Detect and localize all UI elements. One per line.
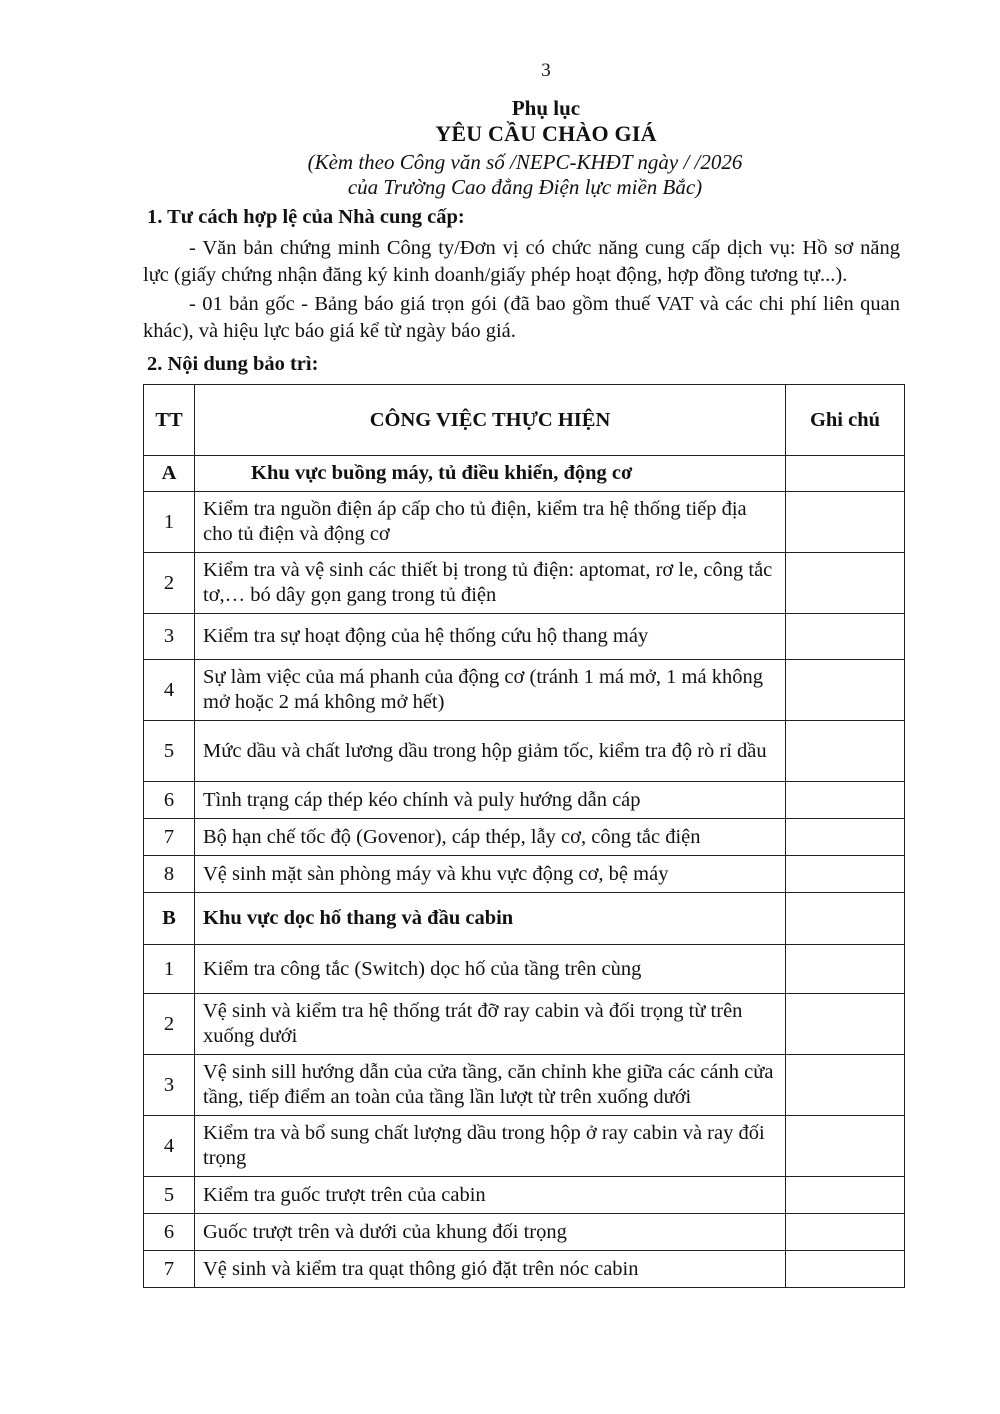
section-1-paragraph-2: - 01 bản gốc - Bảng báo giá trọn gói (đã bao gồm thuế VAT và các chi phí liên quan khác), và hiệu lực báo giá kể từ ngày báo giá.	[143, 293, 900, 342]
table-row	[144, 1251, 905, 1288]
section-a-note	[786, 456, 905, 492]
row-tt: 6	[144, 782, 195, 819]
table-row	[144, 614, 905, 660]
row-tt: 4	[144, 1116, 195, 1177]
row-task: Bộ hạn chế tốc độ (Govenor), cáp thép, lẫy cơ, công tắc điện	[195, 819, 786, 856]
row-task: Kiểm tra nguồn điện áp cấp cho tủ điện, kiểm tra hệ thống tiếp địa cho tủ điện và động cơ	[195, 492, 786, 553]
row-note	[786, 1055, 905, 1116]
row-tt: 2	[144, 994, 195, 1055]
table-row	[144, 553, 905, 614]
table-row	[144, 660, 905, 721]
appendix-label: Phụ lục	[511, 96, 581, 120]
row-task: Kiểm tra công tắc (Switch) dọc hố của tầng trên cùng	[195, 945, 786, 994]
row-note	[786, 660, 905, 721]
table-row	[144, 1116, 905, 1177]
section-b-note	[786, 893, 905, 945]
table-row	[144, 1055, 905, 1116]
row-task: Mức dầu và chất lương dầu trong hộp giảm tốc, kiểm tra độ rò rỉ dầu	[195, 721, 786, 782]
page-number: 3	[541, 60, 551, 81]
row-note	[786, 1251, 905, 1288]
section-b-row	[144, 893, 905, 945]
row-task: Vệ sinh và kiểm tra quạt thông gió đặt trên nóc cabin	[195, 1251, 786, 1288]
table-row	[144, 1177, 905, 1214]
section-1-title: 1. Tư cách hợp lệ của Nhà cung cấp:	[147, 206, 465, 228]
table-row	[144, 819, 905, 856]
row-note	[786, 553, 905, 614]
row-note	[786, 1116, 905, 1177]
table-row	[144, 945, 905, 994]
row-note	[786, 819, 905, 856]
row-note	[786, 614, 905, 660]
row-tt: 7	[144, 1251, 195, 1288]
row-tt: 8	[144, 856, 195, 893]
subtitle-line-1: (Kèm theo Công văn số /NEPC-KHĐT ngày / /2026	[307, 150, 743, 174]
row-tt: 5	[144, 1177, 195, 1214]
table-header-row	[144, 385, 905, 456]
header-tt: TT	[144, 385, 195, 456]
row-tt: 1	[144, 492, 195, 553]
row-tt: 2	[144, 553, 195, 614]
row-tt: 1	[144, 945, 195, 994]
row-note	[786, 782, 905, 819]
row-tt: 7	[144, 819, 195, 856]
subtitle-line-2: của Trường Cao đẳng Điện lực miền Bắc)	[347, 175, 703, 199]
section-1-paragraph-1: - Văn bản chứng minh Công ty/Đơn vị có chức năng cung cấp dịch vụ: Hồ sơ năng lực (giấy chứng nhận đăng ký kinh doanh/giấy phép hoạt động, hợp đồng tương tự...).	[143, 237, 900, 286]
row-task: Sự làm việc của má phanh của động cơ (tránh 1 má mở, 1 má không mở hoặc 2 má không mở hết)	[195, 660, 786, 721]
row-task: Kiểm tra và vệ sinh các thiết bị trong tủ điện: aptomat, rơ le, công tắc tơ,… bó dây gọn gang trong tủ điện	[195, 553, 786, 614]
table-row	[144, 782, 905, 819]
row-task: Tình trạng cáp thép kéo chính và puly hướng dẫn cáp	[195, 782, 786, 819]
row-task: Guốc trượt trên và dưới của khung đối trọng	[195, 1214, 786, 1251]
header-note: Ghi chú	[786, 385, 905, 456]
row-note	[786, 1214, 905, 1251]
row-task: Vệ sinh và kiểm tra hệ thống trát đỡ ray cabin và đối trọng từ trên xuống dưới	[195, 994, 786, 1055]
section-b-tt: B	[144, 893, 195, 945]
row-task: Vệ sinh sill hướng dẫn của cửa tầng, căn chỉnh khe giữa các cánh cửa tầng, tiếp điểm an toàn của tầng lần lượt từ trên xuống dưới	[195, 1055, 786, 1116]
table-row	[144, 1214, 905, 1251]
row-task: Kiểm tra và bổ sung chất lượng dầu trong hộp ở ray cabin và ray đối trọng	[195, 1116, 786, 1177]
row-task: Kiểm tra sự hoạt động của hệ thống cứu hộ thang máy	[195, 614, 786, 660]
row-note	[786, 856, 905, 893]
row-task: Vệ sinh mặt sàn phòng máy và khu vực động cơ, bệ máy	[195, 856, 786, 893]
row-tt: 3	[144, 614, 195, 660]
section-2-title: 2. Nội dung bảo trì:	[147, 353, 319, 375]
table-row	[144, 994, 905, 1055]
table-row	[144, 856, 905, 893]
row-note	[786, 721, 905, 782]
row-tt: 5	[144, 721, 195, 782]
row-task: Kiểm tra guốc trượt trên của cabin	[195, 1177, 786, 1214]
section-b-label: Khu vực dọc hố thang và đầu cabin	[195, 893, 786, 945]
table-row	[144, 721, 905, 782]
row-note	[786, 492, 905, 553]
maintenance-table	[143, 384, 905, 1288]
row-note	[786, 994, 905, 1055]
document-title: YÊU CẦU CHÀO GIÁ	[435, 121, 657, 146]
row-note	[786, 945, 905, 994]
row-note	[786, 1177, 905, 1214]
section-a-label: Khu vực buồng máy, tủ điều khiển, động cơ	[195, 456, 786, 492]
row-tt: 4	[144, 660, 195, 721]
row-tt: 3	[144, 1055, 195, 1116]
section-a-tt: A	[144, 456, 195, 492]
header-task: CÔNG VIỆC THỰC HIỆN	[195, 385, 786, 456]
row-tt: 6	[144, 1214, 195, 1251]
section-a-row	[144, 456, 905, 492]
table-row	[144, 492, 905, 553]
